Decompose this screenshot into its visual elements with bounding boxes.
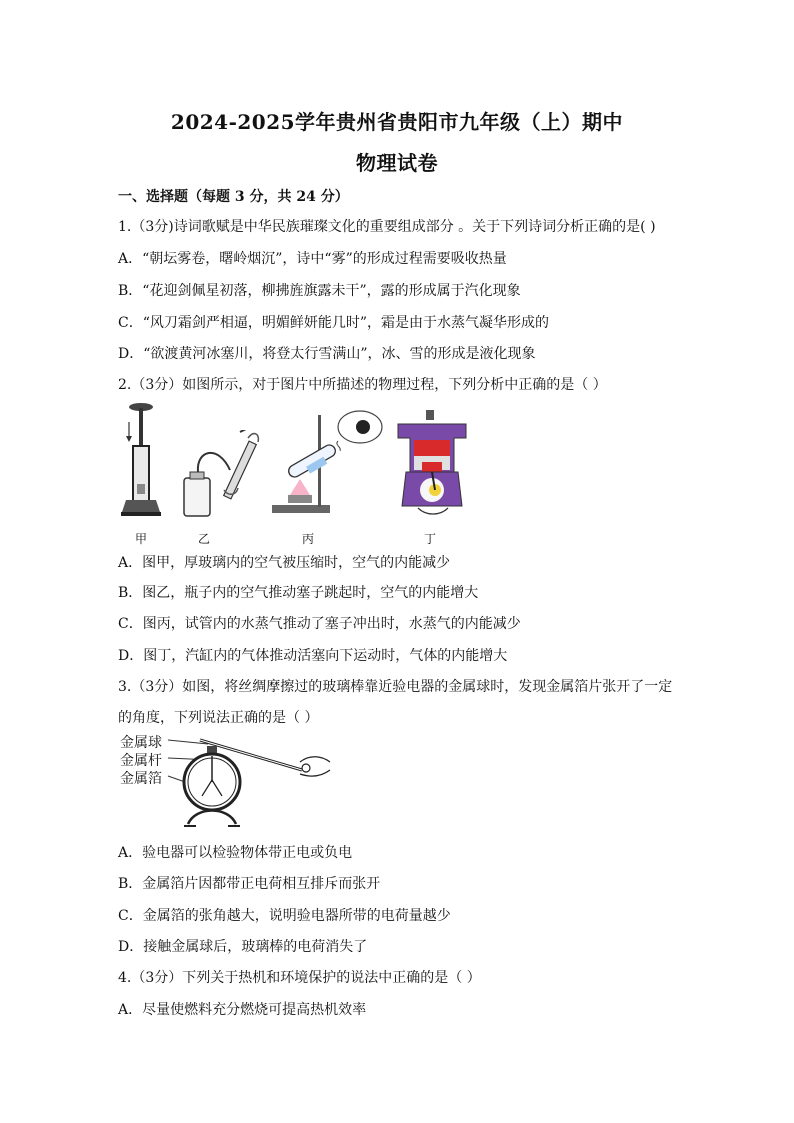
- question-4-stem: 4.（3分）下列关于热机和环境保护的说法中正确的是（ ）: [118, 970, 481, 986]
- figure-electroscope: [160, 732, 340, 832]
- question-1-option-b: B．“花迎剑佩星初落，柳拂旌旗露未干”，露的形成属于汽化现象: [118, 283, 521, 299]
- label-metal-foil: 金属箔: [120, 772, 162, 787]
- figure-label-bing: 丙: [302, 532, 315, 546]
- question-1-option-d: D．“欲渡黄河冰塞川，将登太行雪满山”，冰、雪的形成是液化现象: [118, 346, 536, 362]
- question-2-option-b: B．图乙，瓶子内的空气推动塞子跳起时，空气的内能增大: [118, 585, 479, 601]
- question-2-option-d: D．图丁，汽缸内的气体推动活塞向下运动时，气体的内能增大: [118, 648, 508, 664]
- question-3-option-c: C．金属箔的张角越大，说明验电器所带的电荷量越少: [118, 908, 451, 924]
- figure-yi-bottle-pump: [178, 430, 268, 520]
- figure-ding-engine: [392, 410, 472, 518]
- label-metal-ball: 金属球: [120, 736, 162, 751]
- exam-subtitle: 物理试卷: [356, 151, 438, 175]
- question-1-stem: 1.（3分)诗词歌赋是中华民族璀璨文化的重要组成部分 。关于下列诗词分析正确的是( ): [118, 219, 656, 235]
- figure-label-yi: 乙: [198, 532, 211, 546]
- question-3-option-a: A．验电器可以检验物体带正电或负电: [118, 845, 353, 861]
- figure-label-ding: 丁: [424, 532, 437, 546]
- question-2-option-a: A．图甲，厚玻璃内的空气被压缩时，空气的内能减少: [118, 555, 451, 571]
- question-2-stem: 2.（3分）如图所示，对于图片中所描述的物理过程，下列分析中正确的是（ ）: [118, 377, 607, 393]
- question-4-option-a: A．尽量使燃料充分燃烧可提高热机效率: [118, 1002, 367, 1018]
- question-1-option-c: C．“风刀霜剑严相逼，明媚鲜妍能几时”，霜是由于水蒸气凝华形成的: [118, 315, 550, 331]
- question-3-stem: 3.（3分）如图，将丝绸摩擦过的玻璃棒靠近验电器的金属球时，发现金属箔片张开了一定: [118, 679, 673, 695]
- question-3-option-d: D．接触金属球后，玻璃棒的电荷消失了: [118, 939, 368, 955]
- figure-jia-piston: [118, 400, 164, 520]
- label-metal-rod: 金属杆: [120, 754, 162, 769]
- figure-label-jia: 甲: [135, 532, 148, 546]
- question-1-option-a: A．“朝坛雾卷，曙岭烟沉”，诗中“雾”的形成过程需要吸收热量: [118, 251, 507, 267]
- figure-bing-test-tube: [268, 405, 388, 517]
- section-heading: 一、选择题（每题 3 分，共 24 分）: [118, 189, 349, 205]
- question-2-option-c: C．图丙，试管内的水蒸气推动了塞子冲出时，水蒸气的内能减少: [118, 616, 521, 632]
- question-3-stem-cont: 的角度，下列说法正确的是（ ）: [118, 710, 319, 726]
- question-3-option-b: B．金属箔片因都带正电荷相互排斥而张开: [118, 876, 381, 892]
- exam-title: 2024-2025学年贵州省贵阳市九年级（上）期中: [170, 110, 624, 134]
